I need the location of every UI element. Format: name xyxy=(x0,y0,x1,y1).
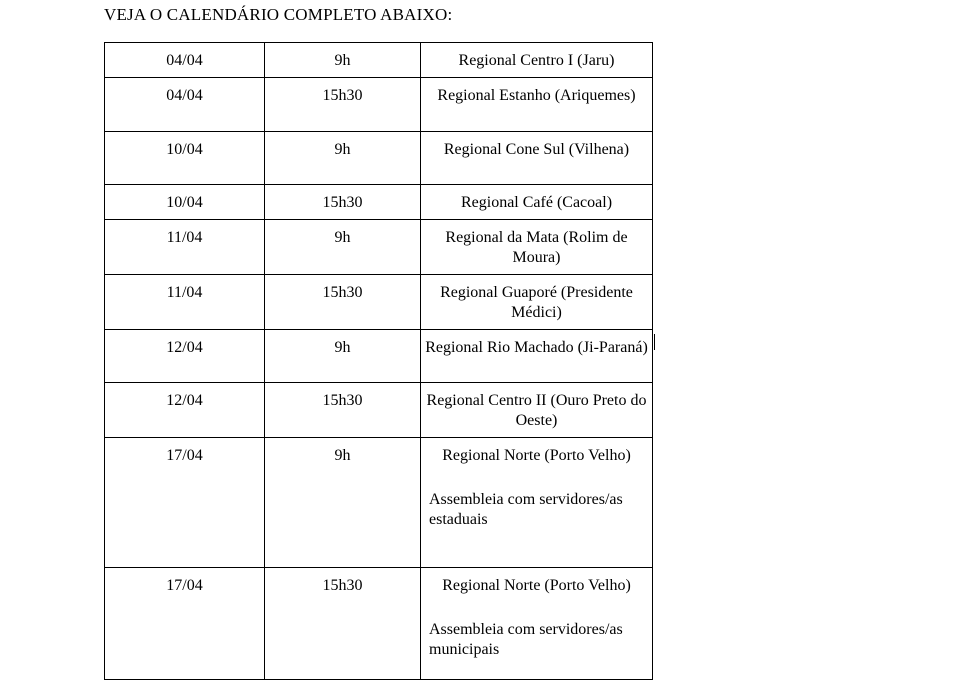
time-cell: 15h30 xyxy=(265,185,421,220)
assembly-note: Assembleia com servidores/as municipais xyxy=(429,621,623,658)
place-cell: Regional Guaporé (Presidente Médici) xyxy=(421,275,653,330)
table-row xyxy=(105,132,653,185)
place-cell: Regional da Mata (Rolim de Moura) xyxy=(421,220,653,275)
date-cell: 11/04 xyxy=(105,220,265,275)
place-cell: Regional Estanho (Ariquemes) xyxy=(421,78,653,132)
time-cell: 15h30 xyxy=(265,383,421,438)
date-cell: 10/04 xyxy=(105,132,265,185)
assembly-note: Assembleia com servidores/as estaduais xyxy=(429,491,623,528)
place-cell: Regional Norte (Porto Velho) Assembleia com servidores/as municipais xyxy=(421,568,653,680)
table-row xyxy=(105,220,653,275)
time-cell: 9h xyxy=(265,438,421,568)
date-cell: 17/04 xyxy=(105,568,265,680)
date-cell: 04/04 xyxy=(105,78,265,132)
place-cell: Regional Rio Machado (Ji-Paraná) xyxy=(421,330,653,383)
date-cell: 12/04 xyxy=(105,330,265,383)
place-cell: Regional Centro I (Jaru) xyxy=(421,43,653,78)
date-cell: 12/04 xyxy=(105,383,265,438)
place-cell: Regional Cone Sul (Vilhena) xyxy=(421,132,653,185)
schedule-table xyxy=(104,42,653,680)
table-row xyxy=(105,78,653,132)
time-cell: 15h30 xyxy=(265,568,421,680)
date-cell: 11/04 xyxy=(105,275,265,330)
time-cell: 9h xyxy=(265,43,421,78)
table-row xyxy=(105,330,653,383)
table-row xyxy=(105,568,653,680)
page-heading: VEJA O CALENDÁRIO COMPLETO ABAIXO: xyxy=(104,5,453,24)
time-cell: 15h30 xyxy=(265,275,421,330)
table-row xyxy=(105,383,653,438)
time-cell: 15h30 xyxy=(265,78,421,132)
date-cell: 04/04 xyxy=(105,43,265,78)
table-row xyxy=(105,438,653,568)
place-cell: Regional Café (Cacoal) xyxy=(421,185,653,220)
date-cell: 10/04 xyxy=(105,185,265,220)
table-row xyxy=(105,275,653,330)
place-cell: Regional Norte (Porto Velho) Assembleia com servidores/as estaduais xyxy=(421,438,653,568)
time-cell: 9h xyxy=(265,132,421,185)
time-cell: 9h xyxy=(265,330,421,383)
place-cell: Regional Centro II (Ouro Preto do Oeste) xyxy=(421,383,653,438)
text-cursor xyxy=(654,334,655,350)
table-row xyxy=(105,43,653,78)
table-row xyxy=(105,185,653,220)
time-cell: 9h xyxy=(265,220,421,275)
date-cell: 17/04 xyxy=(105,438,265,568)
